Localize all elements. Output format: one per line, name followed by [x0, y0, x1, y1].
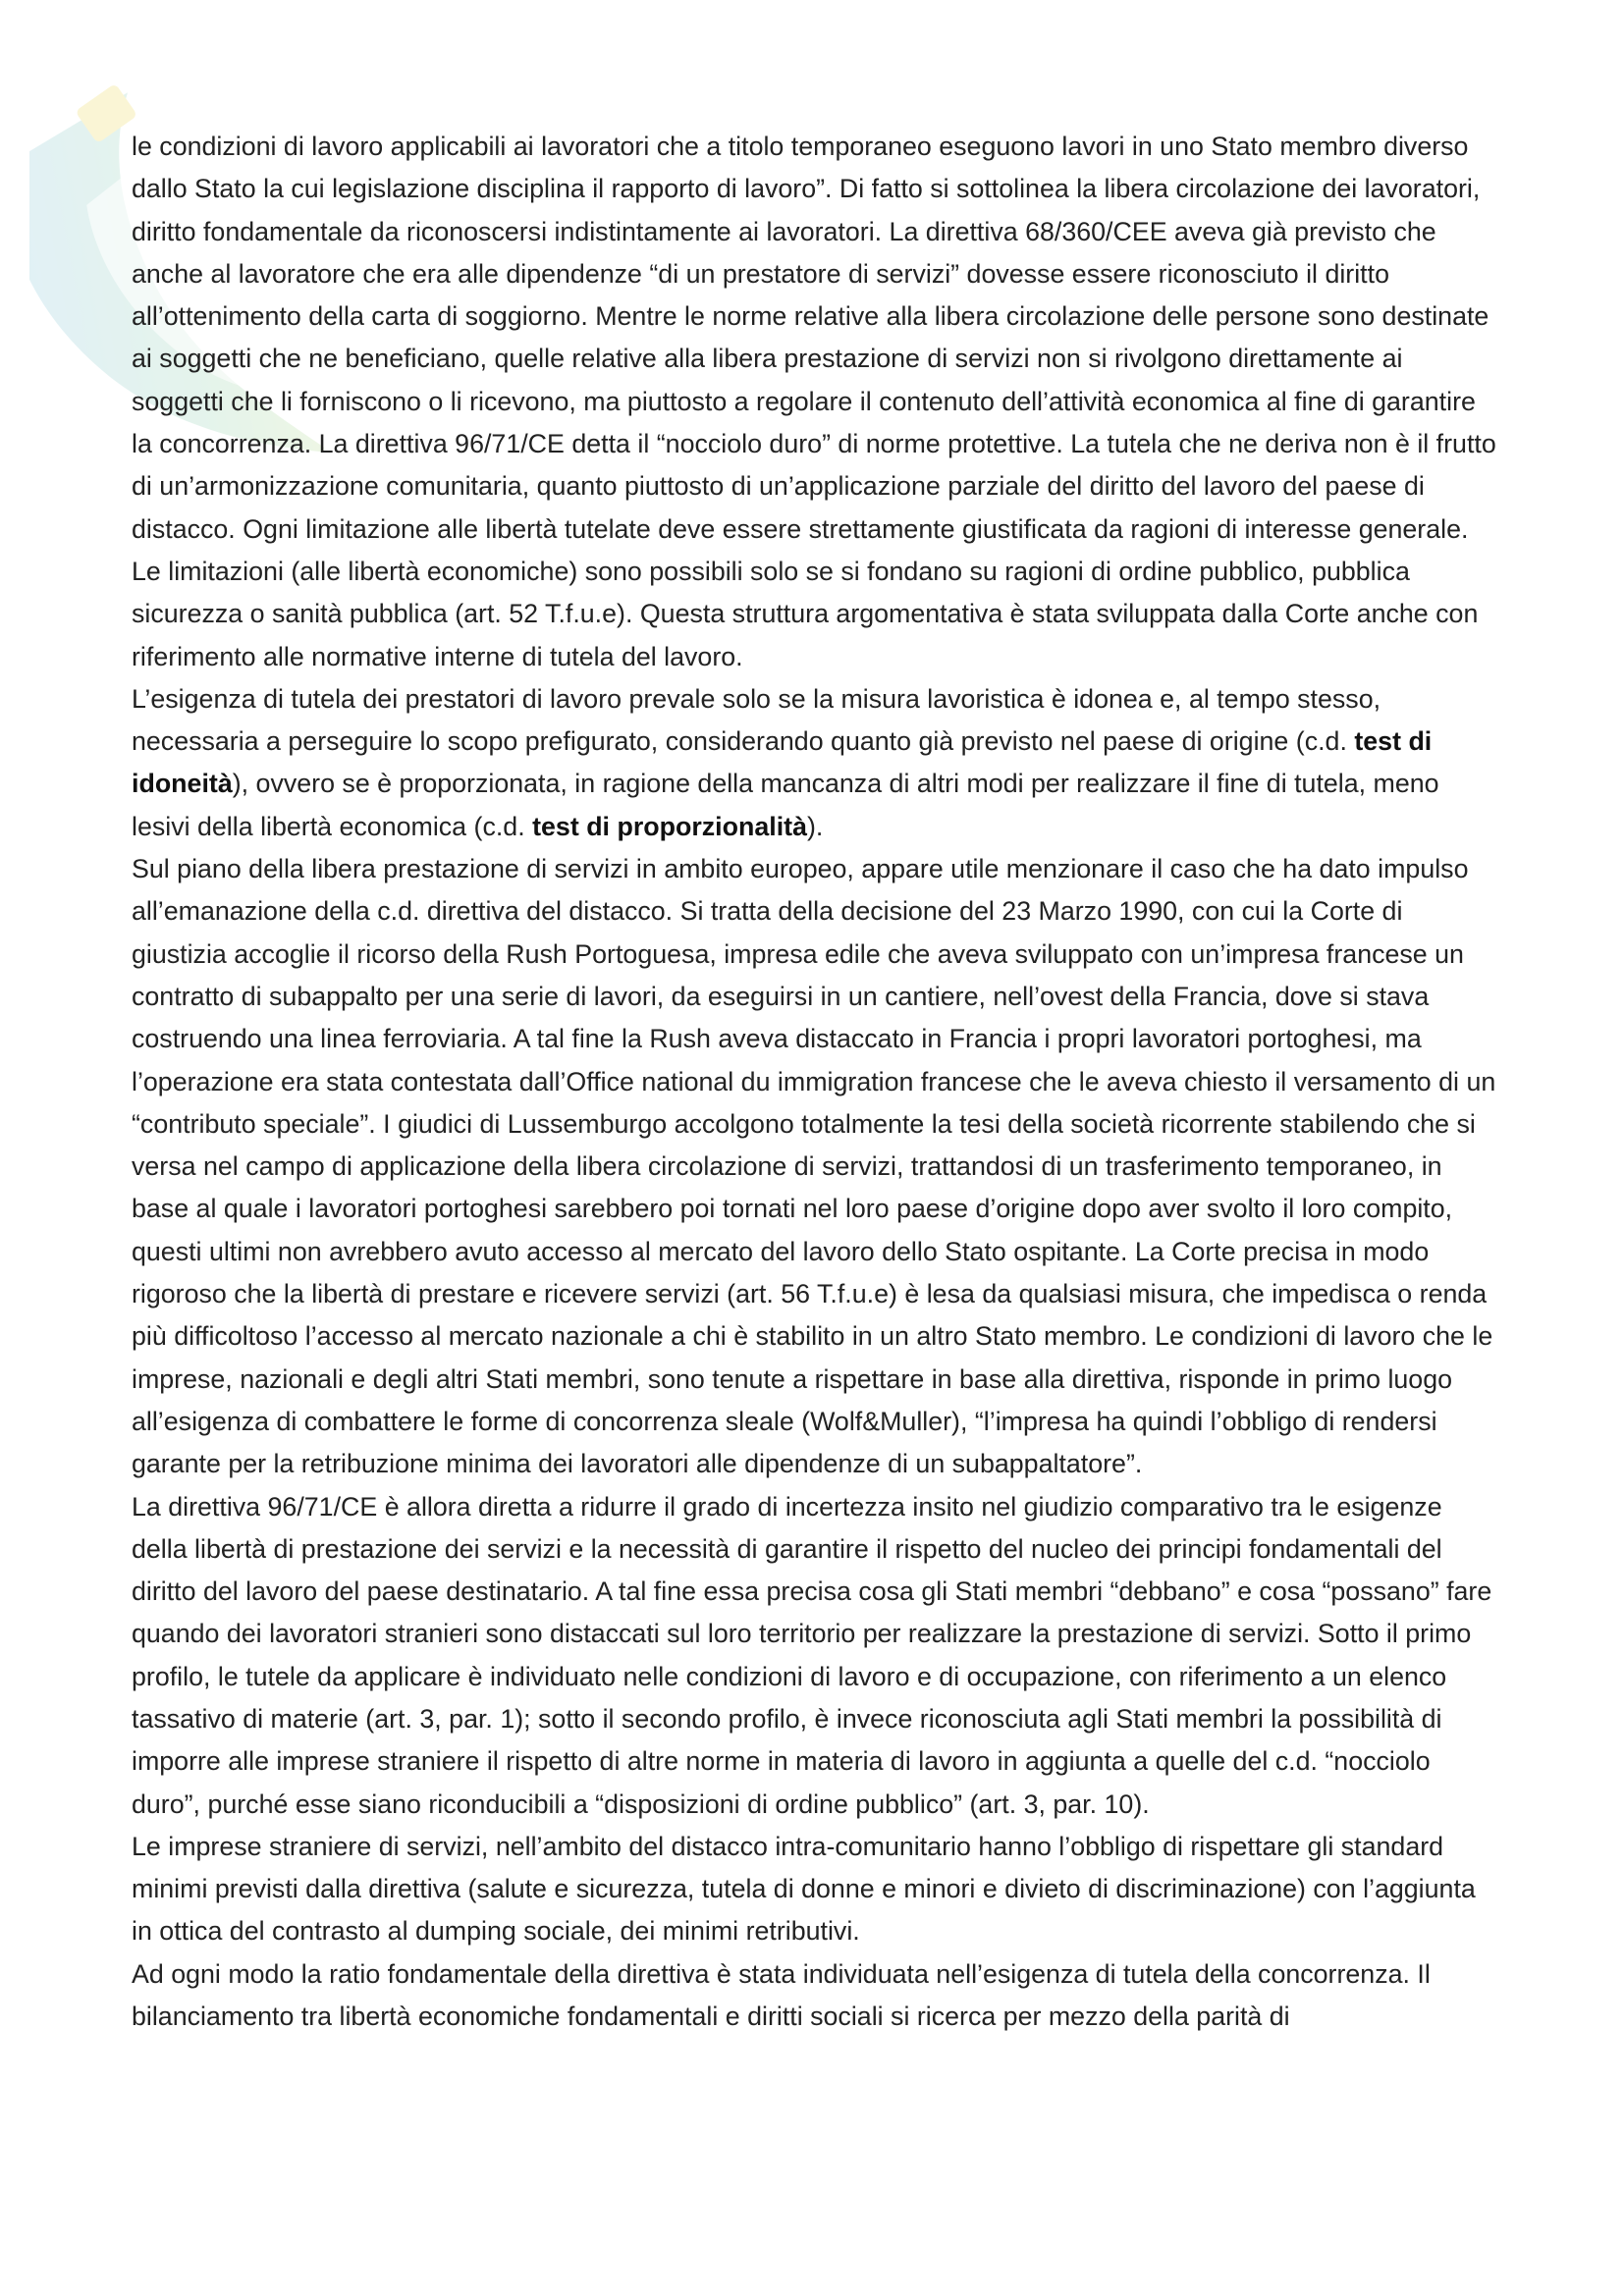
document-body: [132, 126, 1496, 2038]
paragraph-1: [132, 126, 1496, 678]
text-segment: ).: [806, 811, 824, 841]
text-segment: Le imprese straniere di servizi, nell’ambito del distacco intra-comunitario hanno l’obbligo di rispettare gli standard minimi previsti dalla direttiva (salute e sicurezza, tutela di donne e minori e divieto di discriminazione) con l’aggiunta in ottica del contrasto al dumping sociale, dei minimi retributivi.: [132, 1831, 1476, 1947]
text-segment: La direttiva 96/71/CE è allora diretta a ridurre il grado di incertezza insito nel giudizio comparativo tra le esigenze della libertà di prestazione dei servizi e la necessità di garantire il rispetto del nucleo dei principi fondamentali del diritto del lavoro del paese destinatario. A tal fine essa precisa cosa gli Stati membri “debbano” e cosa “possano” fare quando dei lavoratori stranieri sono distaccati sul loro territorio per realizzare la prestazione di servizi. Sotto il primo profilo, le tutele da applicare è individuato nelle condizioni di lavoro e di occupazione, con riferimento a un elenco tassativo di materie (art. 3, par. 1); sotto il secondo profilo, è invece riconosciuta agli Stati membri la possibilità di imporre alle imprese straniere il rispetto di altre norme in materia di lavoro in aggiunta a quelle del c.d. “nocciolo duro”, purché esse siano riconducibili a “disposizioni di ordine pubblico” (art. 3, par. 10).: [132, 1491, 1492, 1819]
paragraph-6: [132, 1953, 1496, 2039]
bold-term: test di proporzionalità: [532, 811, 807, 841]
paragraph-2: [132, 678, 1496, 848]
paragraph-4: [132, 1486, 1496, 1826]
text-segment: L’esigenza di tutela dei prestatori di lavoro prevale solo se la misura lavoristica è idonea e, al tempo stesso, necessaria a perseguire lo scopo prefigurato, considerando quanto già previsto nel paese di origine (c.d.: [132, 683, 1381, 757]
paragraph-3: [132, 848, 1496, 1485]
paragraph-5: [132, 1826, 1496, 1953]
text-segment: Ad ogni modo la ratio fondamentale della direttiva è stata individuata nell’esigenza di tutela della concorrenza. Il bilanciamento tra libertà economiche fondamentali e diritti sociali si ricerca per mezzo della parità di: [132, 1958, 1431, 2032]
text-segment: le condizioni di lavoro applicabili ai lavoratori che a titolo temporaneo eseguono lavori in uno Stato membro diverso dallo Stato la cui legislazione disciplina il rapporto di lavoro”. Di fatto si sottolinea la libera circolazione dei lavoratori, diritto fondamentale da riconoscersi indistintamente ai lavoratori. La direttiva 68/360/CEE aveva già previsto che anche al lavoratore che era alle dipendenze “di un prestatore di servizi” dovesse essere riconosciuto il diritto all’ottenimento della carta di soggiorno. Mentre le norme relative alla libera circolazione delle persone sono destinate ai soggetti che ne beneficiano, quelle relative alla libera prestazione di servizi non si rivolgono direttamente ai soggetti che li forniscono o li ricevono, ma piuttosto a regolare il contenuto dell’attività economica al fine di garantire la concorrenza. La direttiva 96/71/CE detta il “nocciolo duro” di norme protettive. La tutela che ne deriva non è il frutto di un’armonizzazione comunitaria, quanto piuttosto di un’applicazione parziale del diritto del lavoro del paese di distacco. Ogni limitazione alle libertà tutelate deve essere strettamente giustificata da ragioni di interesse generale. Le limitazioni (alle libertà economiche) sono possibili solo se si fondano su ragioni di ordine pubblico, pubblica sicurezza o sanità pubblica (art. 52 T.f.u.e). Questa struttura argomentativa è stata sviluppata dalla Corte anche con riferimento alle normative interne di tutela del lavoro.: [132, 132, 1496, 671]
text-segment: Sul piano della libera prestazione di servizi in ambito europeo, appare utile menzionare il caso che ha dato impulso all’emanazione della c.d. direttiva del distacco. Si tratta della decisione del 23 Marzo 1990, con cui la Corte di giustizia accoglie il ricorso della Rush Portoguesa, impresa edile che aveva sviluppato con un’impresa francese un contratto di subappalto per una serie di lavori, da eseguirsi in un cantiere, nell’ovest della Francia, dove si stava costruendo una linea ferroviaria. A tal fine la Rush aveva distaccato in Francia i propri lavoratori portoghesi, ma l’operazione era stata contestata dall’Office national du immigration francese che le aveva chiesto il versamento di un “contributo speciale”. I giudici di Lussemburgo accolgono totalmente la tesi della società ricorrente stabilendo che si versa nel campo di applicazione della libera circolazione di servizi, trattandosi di un trasferimento temporaneo, in base al quale i lavoratori portoghesi sarebbero poi tornati nel loro paese d’origine dopo aver svolto il loro compito, questi ultimi non avrebbero avuto accesso al mercato del lavoro dello Stato ospitante. La Corte precisa in modo rigoroso che la libertà di prestare e ricevere servizi (art. 56 T.f.u.e) è lesa da qualsiasi misura, che impedisca o renda più difficoltoso l’accesso al mercato nazionale a chi è stabilito in un altro Stato membro. Le condizioni di lavoro che le imprese, nazionali e degli altri Stati membri, sono tenute a rispettare in base alla direttiva, risponde in primo luogo all’esigenza di combattere le forme di concorrenza sleale (Wolf&Muller), “l’impresa ha quindi l’obbligo di rendersi garante per la retribuzione minima dei lavoratori alle dipendenze di un subappaltatore”.: [132, 854, 1496, 1479]
bold-term: test di idoneità: [132, 726, 1433, 799]
text-segment: ), ovvero se è proporzionata, in ragione della mancanza di altri modi per realizzare il fine di tutela, meno lesivi della libertà economica (c.d.: [132, 769, 1439, 841]
